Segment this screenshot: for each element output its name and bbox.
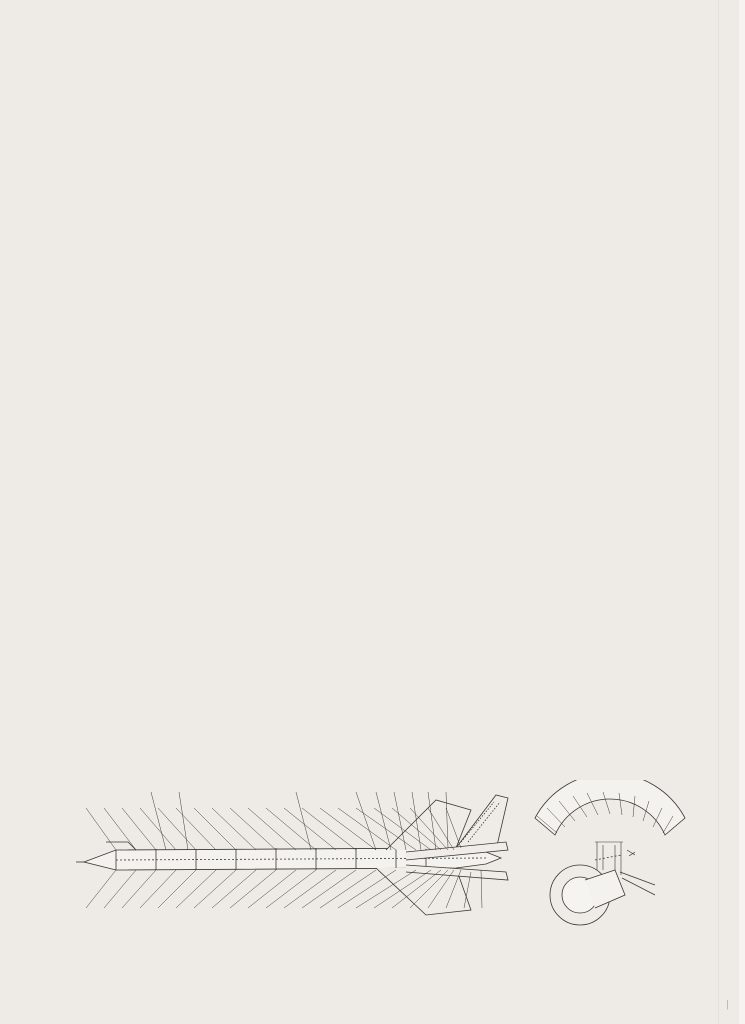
page-edge (739, 0, 745, 1024)
corner-mark: | (725, 1000, 729, 1010)
page-fold-line (718, 0, 719, 1024)
section-detail-diagram (525, 780, 695, 940)
right-column (381, 62, 664, 68)
left-column (78, 58, 368, 80)
aircraft-assembly-diagram (76, 780, 516, 935)
